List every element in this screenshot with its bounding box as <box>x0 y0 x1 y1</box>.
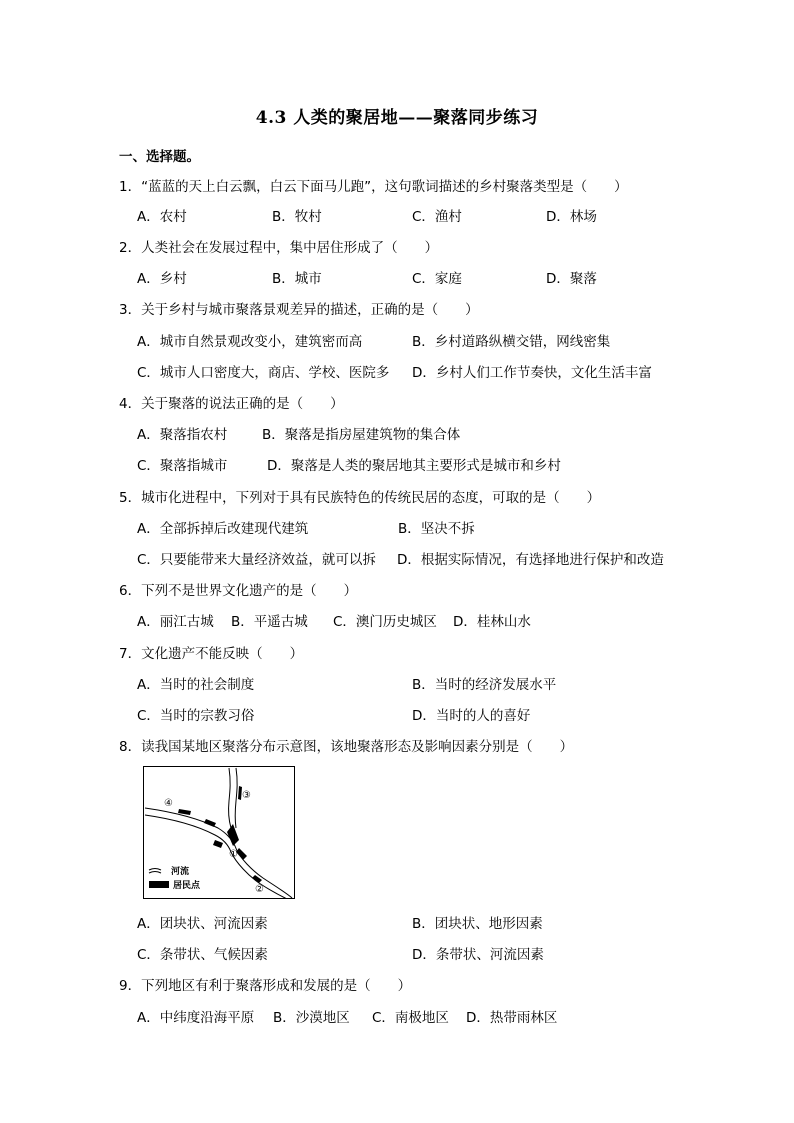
question-9-stem: 9．下列地区有利于聚落形成和发展的是（ ） <box>119 978 412 994</box>
q7-option-c: C．当时的宗教习俗 <box>137 708 255 724</box>
q6-option-d: D．桂林山水 <box>453 614 531 630</box>
legend-river-label: 河流 <box>171 867 190 877</box>
q8-option-d: D．条带状、河流因素 <box>412 947 544 963</box>
q7-option-d: D．当时的人的喜好 <box>412 708 531 724</box>
q6-option-b: B．平遥古城 <box>231 614 308 630</box>
q1-option-b: B．牧村 <box>272 209 322 225</box>
q4-option-a: A．聚落指农村 <box>137 427 228 443</box>
question-8-stem: 8．读我国某地区聚落分布示意图，该地聚落形态及影响因素分别是（ ） <box>119 739 574 755</box>
q2-option-a: A．乡村 <box>137 271 187 287</box>
q2-option-b: B．城市 <box>272 271 322 287</box>
settlement-distribution-map <box>143 766 295 899</box>
q1-option-d: D．林场 <box>546 209 597 225</box>
question-1-stem: 1．“蓝蓝的天上白云飘，白云下面马儿跑”，这句歌词描述的乡村聚落类型是（ ） <box>119 179 628 195</box>
question-2-stem: 2．人类社会在发展过程中，集中居住形成了（ ） <box>119 240 439 256</box>
question-7-stem: 7．文化遗产不能反映（ ） <box>119 646 304 662</box>
marker-3: ③ <box>242 790 251 801</box>
q7-option-b: B．当时的经济发展水平 <box>412 677 557 693</box>
q1-option-c: C．渔村 <box>412 209 462 225</box>
q4-option-d: D．聚落是人类的聚居地其主要形式是城市和乡村 <box>267 458 561 474</box>
q5-option-c: C．只要能带来大量经济效益，就可以拆 <box>137 552 376 568</box>
page-title: 4.3 人类的聚居地——聚落同步练习 <box>255 108 539 128</box>
q1-option-a: A．农村 <box>137 209 187 225</box>
q3-option-a: A．城市自然景观改变小，建筑密而高 <box>137 334 363 350</box>
legend-settlement-symbol <box>149 881 169 888</box>
map-frame <box>144 767 295 899</box>
q9-option-b: B．沙漠地区 <box>273 1010 350 1026</box>
q7-option-a: A．当时的社会制度 <box>137 677 255 693</box>
q3-option-b: B．乡村道路纵横交错，网线密集 <box>412 334 611 350</box>
question-6-stem: 6．下列不是世界文化遗产的是（ ） <box>119 583 358 599</box>
q8-option-a: A．团块状、河流因素 <box>137 916 268 932</box>
marker-1: ① <box>229 849 238 860</box>
marker-4: ④ <box>164 798 173 809</box>
section-heading: 一、选择题。 <box>119 149 200 165</box>
q5-option-a: A．全部拆掉后改建现代建筑 <box>137 521 309 537</box>
q6-option-c: C．澳门历史城区 <box>333 614 437 630</box>
q4-option-c: C．聚落指城市 <box>137 458 228 474</box>
q2-option-d: D．聚落 <box>546 271 597 287</box>
question-3-stem: 3．关于乡村与城市聚落景观差异的描述，正确的是（ ） <box>119 302 479 318</box>
q5-option-b: B．坚决不拆 <box>398 521 475 537</box>
legend-settlement-label: 居民点 <box>173 881 201 891</box>
question-4-stem: 4．关于聚落的说法正确的是（ ） <box>119 396 344 412</box>
q9-option-d: D．热带雨林区 <box>466 1010 558 1026</box>
q3-option-d: D．乡村人们工作节奏快，文化生活丰富 <box>412 365 652 381</box>
q8-option-b: B．团块状、地形因素 <box>412 916 543 932</box>
question-5-stem: 5．城市化进程中，下列对于具有民族特色的传统民居的态度，可取的是（ ） <box>119 490 601 506</box>
q6-option-a: A．丽江古城 <box>137 614 214 630</box>
marker-2: ② <box>255 884 264 895</box>
q3-option-c: C．城市人口密度大，商店、学校、医院多 <box>137 365 390 381</box>
q5-option-d: D．根据实际情况，有选择地进行保护和改造 <box>397 552 664 568</box>
q2-option-c: C．家庭 <box>412 271 462 287</box>
q8-option-c: C．条带状、气候因素 <box>137 947 268 963</box>
q4-option-b: B．聚落是指房屋建筑物的集合体 <box>262 427 461 443</box>
q9-option-a: A．中纬度沿海平原 <box>137 1010 255 1026</box>
q9-option-c: C．南极地区 <box>372 1010 449 1026</box>
